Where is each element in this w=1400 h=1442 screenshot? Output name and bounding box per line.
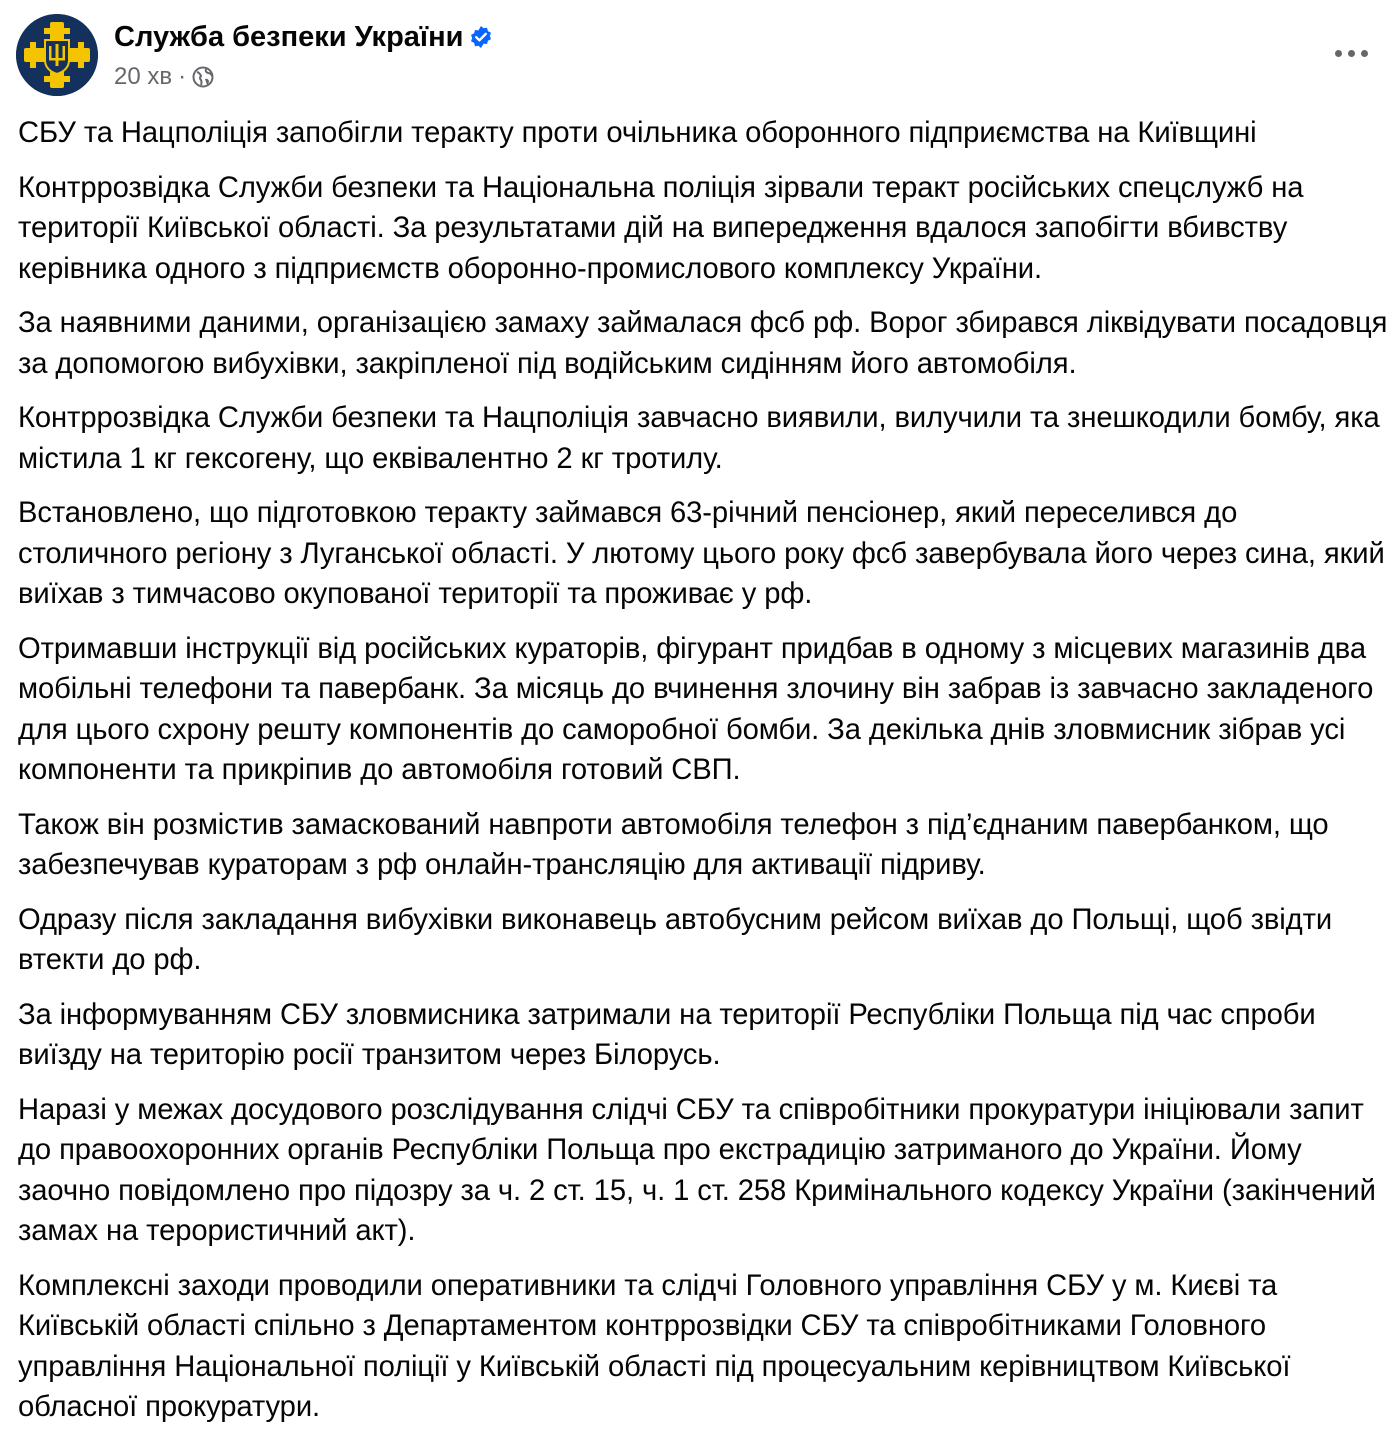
author-name[interactable]: [114, 20, 493, 54]
meta-separator: ·: [178, 63, 187, 90]
post-timestamp[interactable]: 20 хв: [114, 63, 173, 90]
verified-badge-icon: [469, 23, 493, 47]
post-header: [16, 14, 1386, 100]
post-paragraph: За наявними даними, організацією замаху займалася фсб рф. Ворог збирався ліквідувати посадовця за допомогою вибухівки, закріпленої під водійським сидінням його автомобіля.: [18, 307, 1388, 380]
post-paragraph: Отримавши інструкції від російських кураторів, фігурант придбав в одному з місцевих магазинів два мобільні телефони та павербанк. За місяць до вчинення злочину він забрав із завчасно закладеного для цього схрону решту компонентів до саморобної бомби. За декілька днів зловмисник зібрав усі компоненти та прикріпив до автомобіля готовий СВП.: [18, 632, 1374, 786]
author-name-text[interactable]: Служба безпеки України: [114, 21, 464, 53]
sbu-emblem-icon[interactable]: [16, 14, 98, 96]
post-paragraph: Комплексні заходи проводили оперативники та слідчі Головного управління СБУ у м. Києві та Київській області спільно з Департаментом контррозвідки СБУ та співробітниками Головного управління Національної поліції у Київській області під процесуальним керівництвом Київської обласної прокуратури.: [18, 1269, 1291, 1423]
post-paragraph: Контррозвідка Служби безпеки та Нацполіція завчасно виявили, вилучили та знешкодили бомбу, яка містила 1 кг гексогену, що еквівалентно 2 кг тротилу.: [18, 402, 1380, 475]
post-paragraph: Також він розмістив замаскований навпроти автомобіля телефон з під’єднаним павербанком, що забезпечував кураторам з рф онлайн-трансляцію для активації підриву.: [18, 808, 1329, 881]
post-body: [18, 113, 1390, 1442]
post-paragraph: Наразі у межах досудового розслідування слідчі СБУ та співробітники прокуратури ініціювали запит до правоохоронних органів Республіки Польща про екстрадицію затриманого до України. Йому заочно повідомлено про підозру за ч. 2 ст. 15, ч. 1 ст. 258 Кримінального кодексу України (закінчений замах на терористичний акт).: [18, 1093, 1376, 1247]
globe-icon[interactable]: [192, 66, 214, 88]
more-options-icon[interactable]: [1332, 38, 1372, 68]
post-paragraph: Контррозвідка Служби безпеки та Національна поліція зірвали теракт російських спецслужб на території Київської області. За результатами дій на випередження вдалося запобігти вбивству керівника одного з підприємств оборонно-промислового комплексу України.: [18, 171, 1304, 285]
post-title: СБУ та Нацполіція запобігли теракту проти очільника оборонного підприємства на Київщині: [18, 117, 1257, 149]
post-paragraph: Одразу після закладання вибухівки виконавець автобусним рейсом виїхав до Польщі, щоб звідти втекти до рф.: [18, 903, 1333, 976]
post-paragraph: За інформуванням СБУ зловмисника затримали на території Республіки Польща під час спроби виїзду на територію росії транзитом через Білорусь.: [18, 998, 1316, 1071]
post-meta: [114, 62, 214, 92]
post-paragraph: Встановлено, що підготовкою теракту займався 63-річний пенсіонер, який переселився до столичного регіону з Луганської області. У лютому цього року фсб завербувала його через сина, який виїхав з тимчасово окупованої території та проживає у рф.: [18, 497, 1385, 610]
